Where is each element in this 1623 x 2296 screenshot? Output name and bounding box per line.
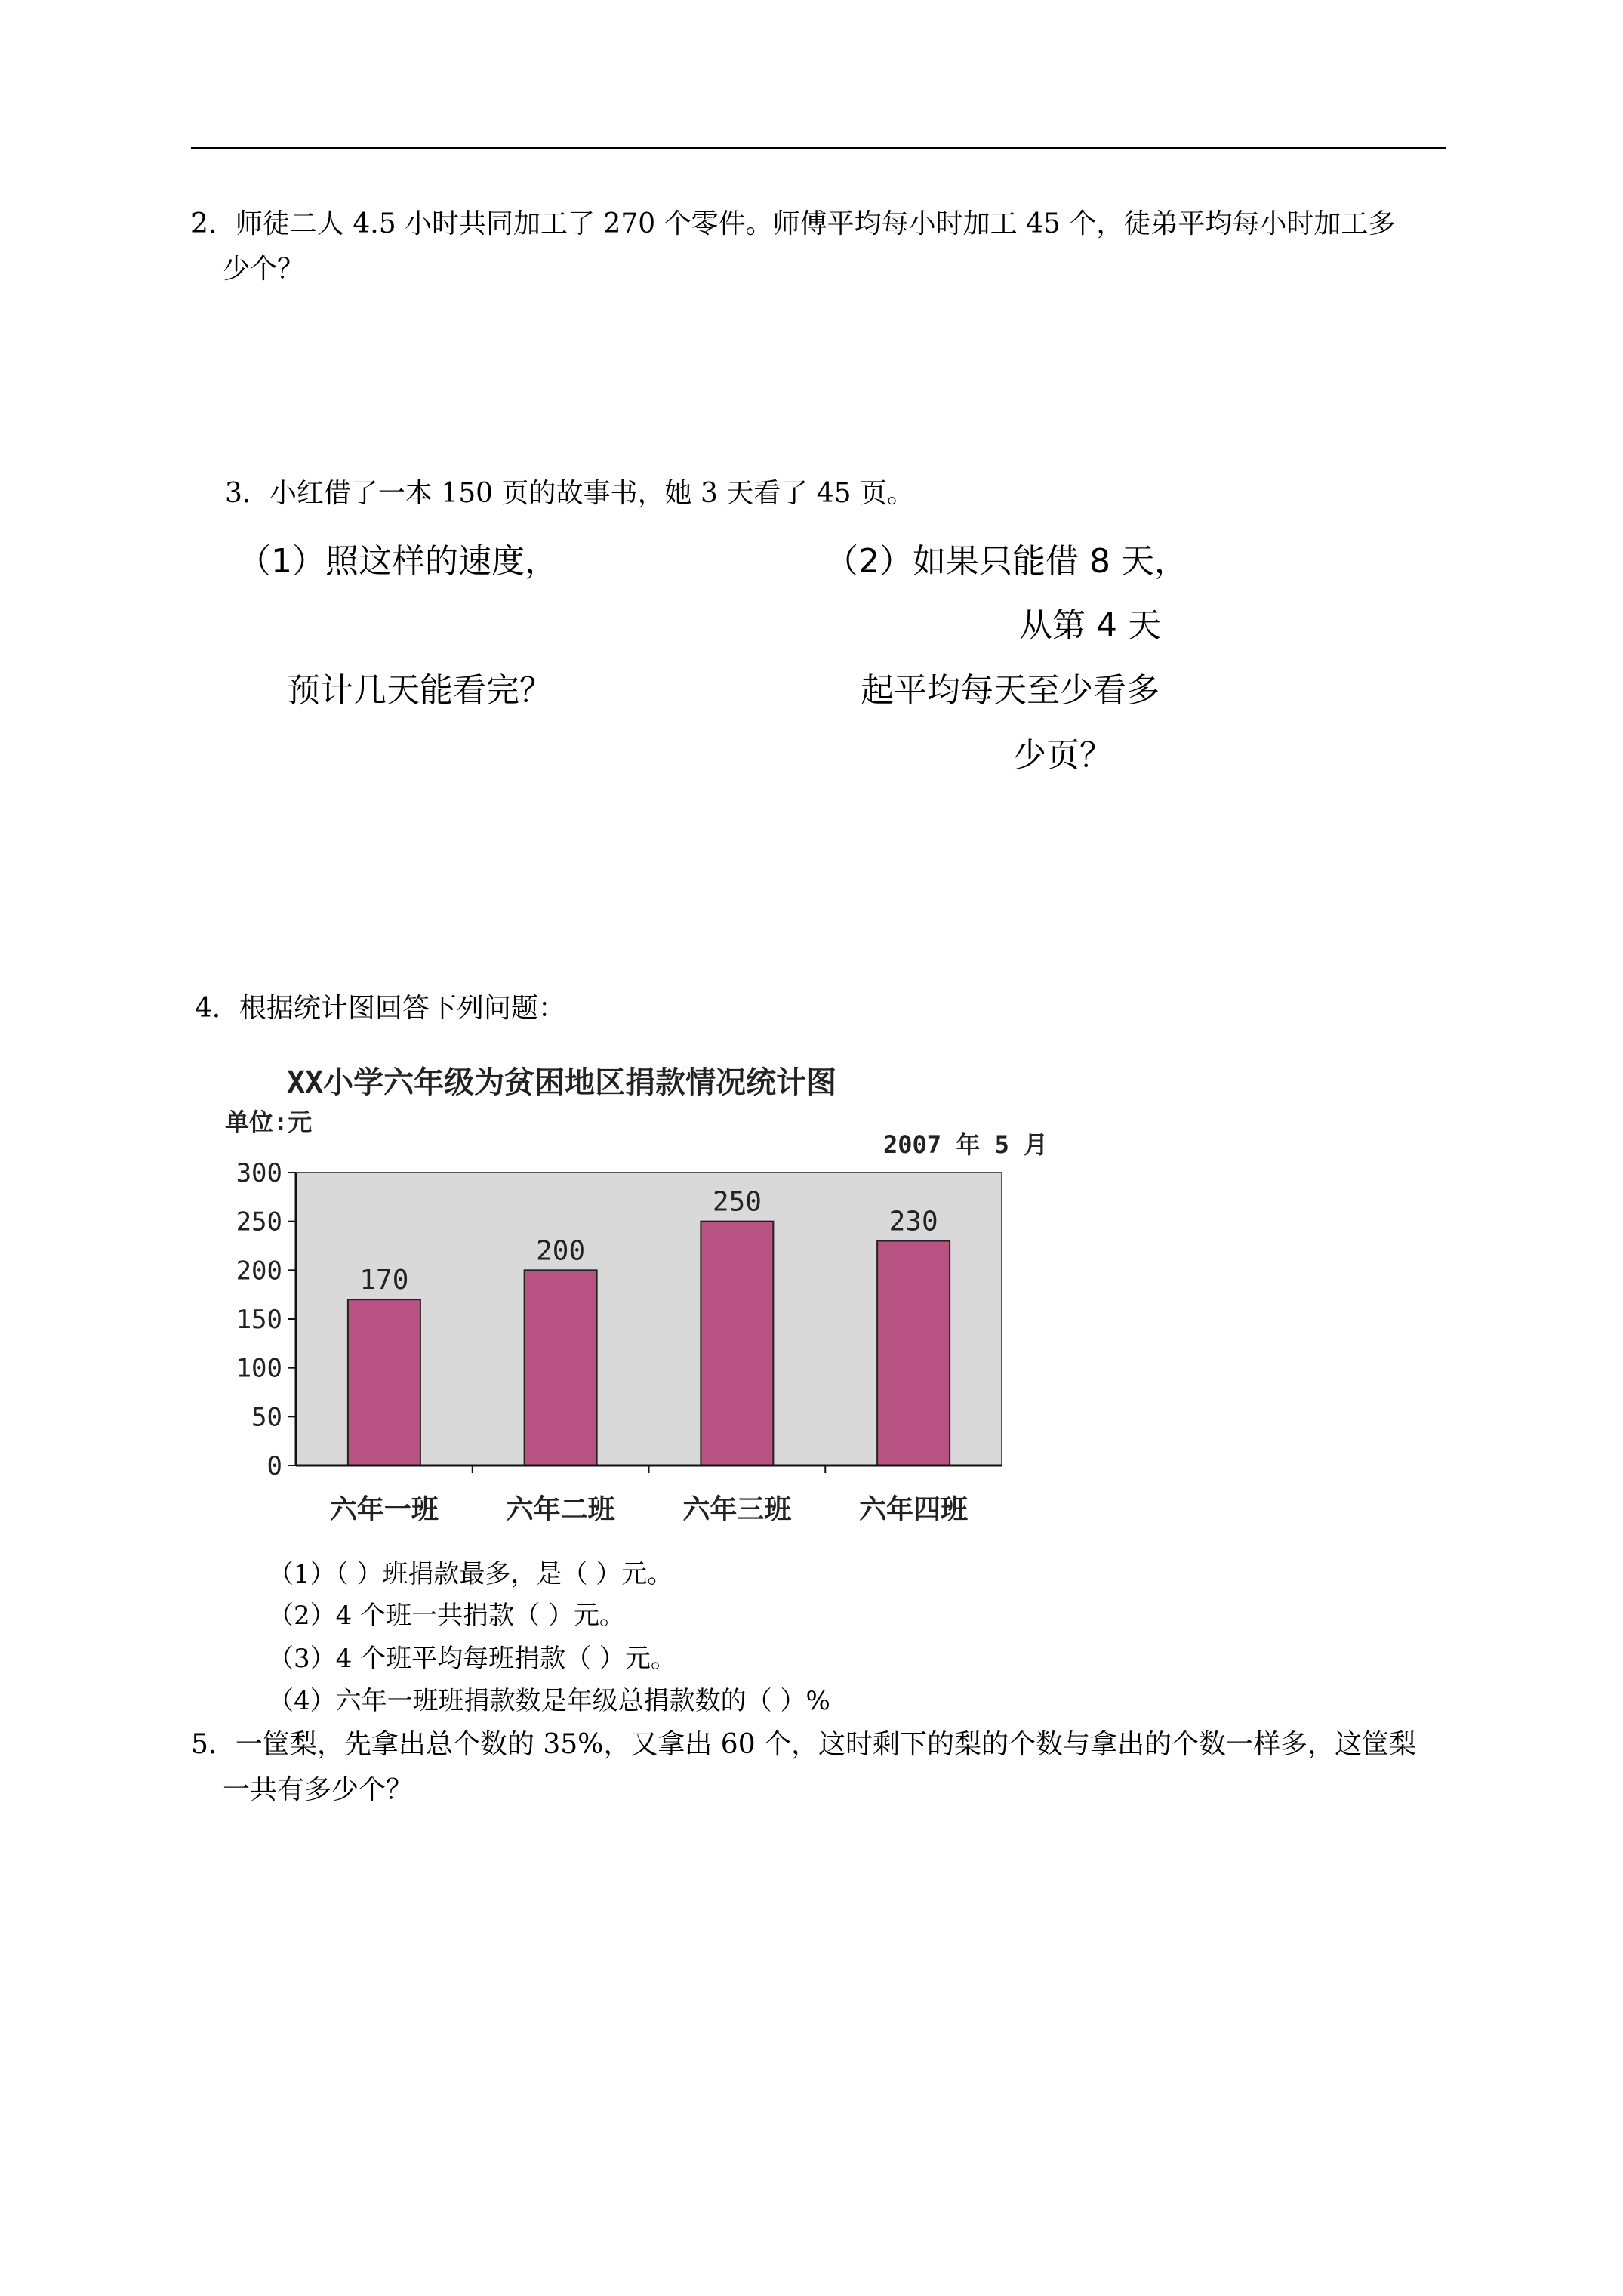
q4-sub2: （2）4 个班一共捐款（ ）元。 — [268, 1601, 625, 1631]
bar-value-label: 250 — [712, 1186, 762, 1218]
q3-part1-line1: （1）照这样的速度， — [238, 542, 558, 581]
q5-line2: 一共有多少个？ — [223, 1774, 414, 1805]
q3-stem: 3．小红借了一本 150 页的故事书，她 3 天看了 45 页。 — [225, 478, 914, 509]
y-tick-label: 0 — [266, 1451, 282, 1481]
y-tick-label: 300 — [236, 1158, 282, 1188]
chart-title: XX小学六年级为贫困地区捐款情况统计图 — [287, 1065, 837, 1100]
q4-sub4: （4）六年一班班捐款数是年级总捐款数的（ ）% — [268, 1686, 830, 1716]
x-category-label: 六年三班 — [682, 1494, 792, 1525]
chart-date-label: 2007 年 5 月 — [883, 1130, 1049, 1159]
q2-line2: 少个？ — [223, 254, 305, 285]
top-rule — [191, 147, 1446, 149]
bar-value-label: 230 — [888, 1206, 938, 1237]
y-tick-label: 200 — [236, 1256, 282, 1287]
x-category-label: 六年四班 — [859, 1494, 969, 1525]
q2-line1: 2．师徒二人 4.5 小时共同加工了 270 个零件。师傅平均每小时加工 45 个，徒弟平均每小时加工多 — [191, 208, 1396, 239]
bar-value-label: 200 — [536, 1235, 586, 1267]
x-category-label: 六年二班 — [506, 1494, 615, 1525]
q4-sub1: （1）（ ）班捐款最多，是（ ）元。 — [268, 1559, 673, 1589]
q3-part2-line1: （2）如果只能借 8 天， — [825, 542, 1187, 581]
bar-value-label: 170 — [359, 1265, 409, 1296]
x-category-label: 六年一班 — [329, 1494, 439, 1525]
y-tick-label: 50 — [251, 1402, 282, 1433]
bar — [877, 1241, 950, 1465]
chart-unit-label: 单位:元 — [225, 1108, 313, 1136]
bar — [348, 1299, 420, 1465]
y-tick-label: 100 — [236, 1353, 282, 1384]
bar-chart — [189, 1053, 1057, 1536]
bar — [701, 1222, 773, 1465]
q4-stem: 4．根据统计图回答下列问题： — [195, 993, 565, 1024]
q3-part2-line3: 起平均每天至少看多 — [861, 671, 1160, 710]
q3-part2-line2: 从第 4 天 — [1019, 606, 1161, 645]
q3-part1-line2: 预计几天能看完？ — [287, 671, 553, 710]
q3-part2-line4: 少页？ — [1013, 736, 1113, 775]
y-tick-label: 150 — [236, 1305, 282, 1335]
y-tick-label: 250 — [236, 1207, 282, 1237]
bar — [525, 1270, 597, 1465]
q4-sub3: （3）4 个班平均每班捐款（ ）元。 — [268, 1644, 676, 1674]
q5-line1: 5．一筐梨，先拿出总个数的 35%，又拿出 60 个，这时剩下的梨的个数与拿出的个数一样多，这筐梨 — [191, 1729, 1417, 1760]
